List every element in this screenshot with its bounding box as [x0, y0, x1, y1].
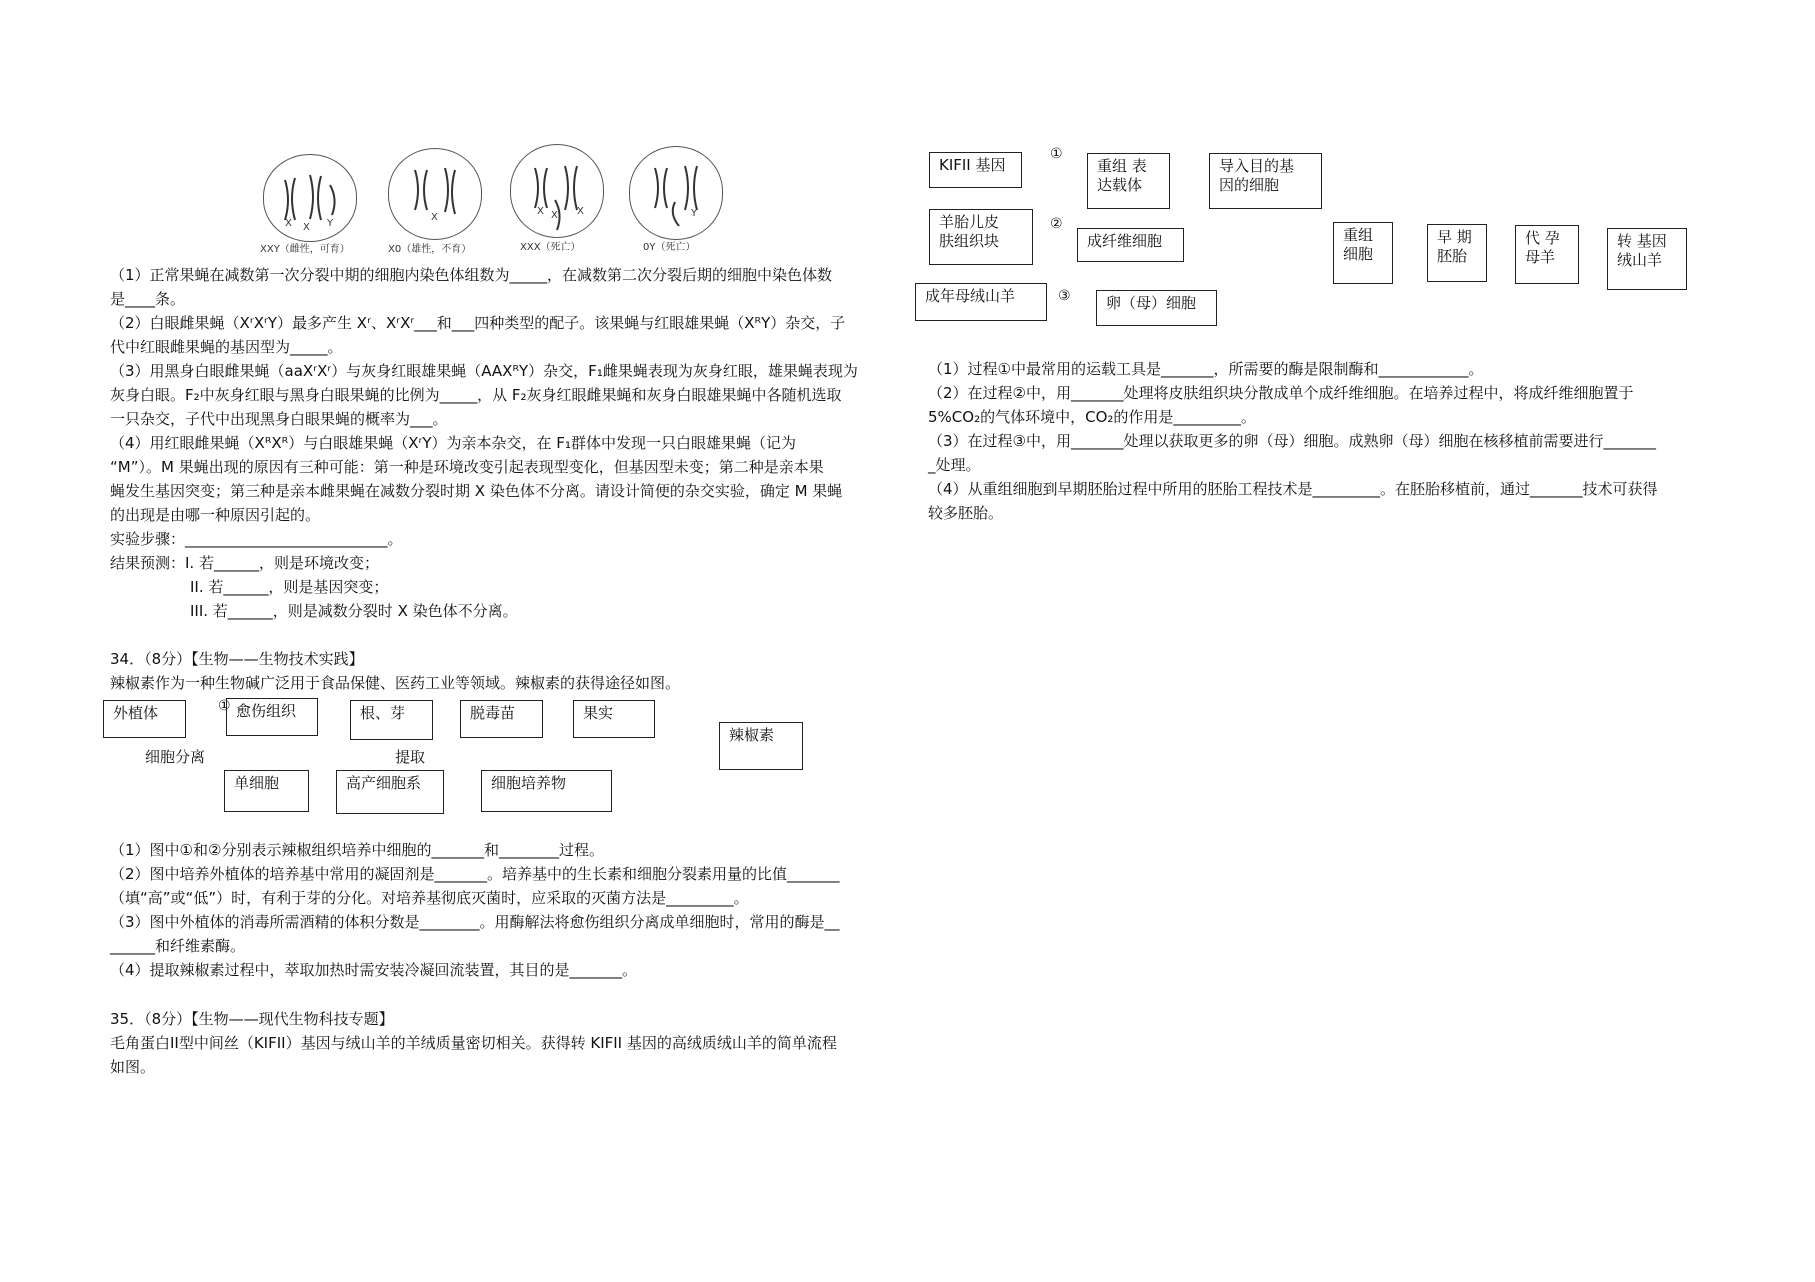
q34-heading: 34．（8分）【生物——生物技术实践】	[110, 650, 364, 668]
q35-intro: 如图。	[110, 1058, 156, 1076]
cell-label: X	[577, 206, 584, 217]
flow-box-line: 代 孕	[1525, 229, 1560, 247]
cell-label: X	[285, 218, 292, 229]
flow-box: 辣椒素	[719, 722, 803, 770]
q34-answer: （4）提取辣椒素过程中，萃取加热时需安装冷凝回流装置，其目的是_______。	[110, 961, 638, 979]
q34-answer: （2）图中培养外植体的培养基中常用的凝固剂是_______。培养基中的生长素和细胞分裂素用量的比值_______	[110, 865, 840, 883]
cell-label: Y	[691, 208, 698, 219]
q33-text: 蝇发生基因突变；第三种是亲本雌果蝇在减数分裂时期 X 染色体不分离。请设计简便的杂交实验，确定 M 果蝇	[110, 482, 843, 500]
flow-box: 高产细胞系	[336, 770, 444, 814]
q33-text: （1）正常果蝇在减数第一次分裂中期的细胞内染色体组数为_____，在减数第二次分裂后期的细胞中染色体数	[110, 266, 833, 284]
flow-box	[1087, 153, 1170, 209]
q35-answer: （3）在过程③中，用_______处理以获取更多的卵（母）细胞。成熟卵（母）细胞在核移植前需要进行_______	[928, 432, 1656, 450]
q33-steps: 实验步骤：___________________________。	[110, 530, 403, 548]
flow-box-line: 胚胎	[1437, 247, 1468, 265]
q35-answer: （4）从重组细胞到早期胚胎过程中所用的胚胎工程技术是_________。在胚胎移植前，通过_______技术可获得	[928, 480, 1658, 498]
flow-box-line: 肤组织块	[939, 232, 1000, 250]
q35-heading: 35．（8分）【生物——现代生物科技专题】	[110, 1010, 394, 1028]
flow-label: 提取	[395, 748, 426, 766]
flow-box-line: 母羊	[1525, 248, 1556, 266]
cell-label: X	[537, 206, 544, 217]
q34-answer: ______和纤维素酶。	[110, 937, 246, 955]
flow-box-line: 细胞	[1343, 245, 1374, 263]
flow-box-line: 绒山羊	[1617, 251, 1663, 269]
q33-text: （3）用黑身白眼雌果蝇（aaXʳXʳ）与灰身红眼雄果蝇（AAXᴿY）杂交，F₁雌果蝇表现为灰身红眼，雄果蝇表现为	[110, 362, 858, 380]
flow-box-line: 羊胎儿皮	[939, 213, 1000, 231]
flow-box	[1607, 228, 1687, 290]
q33-prediction: 结果预测：I. 若______，则是环境改变；	[110, 554, 379, 572]
q35-intro: 毛角蛋白II型中间丝（KIFII）基因与绒山羊的羊绒质量密切相关。获得转 KIFII 基因的高绒质绒山羊的简单流程	[110, 1034, 837, 1052]
process-number: ②	[1050, 216, 1063, 232]
flow-box-line: 导入目的基	[1219, 157, 1295, 175]
flow-box: 成纤维细胞	[1077, 228, 1184, 262]
flow-box: 单细胞	[224, 770, 309, 812]
q33-text: 代中红眼雌果蝇的基因型为_____。	[110, 338, 343, 356]
flow-box-line: 重组 表	[1097, 157, 1147, 175]
q33-text: 一只杂交，子代中出现黑身白眼果蝇的概率为___。	[110, 410, 448, 428]
flow-label: 细胞分离	[145, 748, 206, 766]
flow-box	[1333, 222, 1393, 284]
cell-label: X	[431, 212, 438, 223]
q33-text: （4）用红眼雌果蝇（XᴿXᴿ）与白眼雄果蝇（XʳY）为亲本杂交，在 F₁群体中发现一只白眼雄果蝇（记为	[110, 434, 796, 452]
q33-text: “M”）。M 果蝇出现的原因有三种可能：第一种是环境改变引起表现型变化，但基因型未变；第二种是亲本果	[110, 458, 824, 476]
figure-caption: XXX（死亡）	[520, 242, 581, 253]
cell-label: X	[303, 222, 310, 233]
flow-box-line: 达载体	[1097, 176, 1143, 194]
q35-answer: 5%CO₂的气体环境中，CO₂的作用是_________。	[928, 408, 1256, 426]
flow-box-line: 因的细胞	[1219, 176, 1280, 194]
cell-label: X	[551, 210, 558, 221]
flow-box-line: 转 基因	[1617, 232, 1667, 250]
q33-text: （2）白眼雌果蝇（XʳXʳY）最多产生 Xʳ、XʳXʳ___和___四种类型的配子。该果蝇与红眼雄果蝇（XᴿY）杂交，子	[110, 314, 846, 332]
chromosome-drawing	[255, 140, 745, 250]
q34-intro: 辣椒素作为一种生物碱广泛用于食品保健、医药工业等领域。辣椒素的获得途径如图。	[110, 674, 681, 692]
flow-box-line: 早 期	[1437, 228, 1472, 246]
flow-box	[1209, 153, 1322, 209]
process-number: ③	[1058, 288, 1071, 304]
flow-box: KIFII 基因	[929, 152, 1022, 188]
q33-text: 灰身白眼。F₂中灰身红眼与黑身白眼果蝇的比例为_____，从 F₂灰身红眼雌果蝇和灰身白眼雄果蝇中各随机选取	[110, 386, 842, 404]
flow-box: 成年母绒山羊	[915, 283, 1047, 321]
process-number: ①	[1050, 146, 1063, 162]
q33-text: 的出现是由哪一种原因引起的。	[110, 506, 321, 524]
chromosome-figure	[255, 140, 745, 255]
flow-box	[929, 209, 1033, 265]
q35-answer: _处理。	[928, 456, 981, 474]
q33-prediction: III. 若______，则是减数分裂时 X 染色体不分离。	[190, 602, 518, 620]
flow-box: 根、芽	[350, 700, 433, 740]
q35-answer: （1）过程①中最常用的运载工具是_______，所需要的酶是限制酶和____________。	[928, 360, 1484, 378]
flow-box-line: 重组	[1343, 226, 1374, 244]
q34-answer: （3）图中外植体的消毒所需酒精的体积分数是________。用酶解法将愈伤组织分离成单细胞时，常用的酶是__	[110, 913, 840, 931]
flow-box: 果实	[573, 700, 655, 738]
q34-answer: （填“高”或“低”）时，有利于芽的分化。对培养基彻底灭菌时，应采取的灭菌方法是_________。	[110, 889, 749, 907]
q33-text: 是____条。	[110, 290, 186, 308]
q33-prediction: II. 若______，则是基因突变；	[190, 578, 389, 596]
cell-label: Y	[327, 218, 334, 229]
flow-box	[1427, 224, 1487, 282]
flow-box	[1515, 225, 1579, 284]
figure-caption: XXY（雌性，可育）	[260, 244, 350, 255]
flow-box: 愈伤组织	[226, 698, 318, 736]
q35-answer: 较多胚胎。	[928, 504, 1004, 522]
q35-answer: （2）在过程②中，用_______处理将皮肤组织块分散成单个成纤维细胞。在培养过程中，将成纤维细胞置于	[928, 384, 1634, 402]
flow-box: 外植体	[103, 700, 186, 738]
flow-box: 细胞培养物	[481, 770, 612, 812]
figure-caption: 0Y（死亡）	[643, 242, 696, 253]
flow-box: 卵（母）细胞	[1096, 290, 1217, 326]
q34-answer: （1）图中①和②分别表示辣椒组织培养中细胞的_______和________过程。	[110, 841, 604, 859]
flow-box: 脱毒苗	[460, 700, 543, 738]
figure-caption: X0（雄性，不育）	[388, 244, 472, 255]
process-number: ①	[218, 698, 231, 714]
